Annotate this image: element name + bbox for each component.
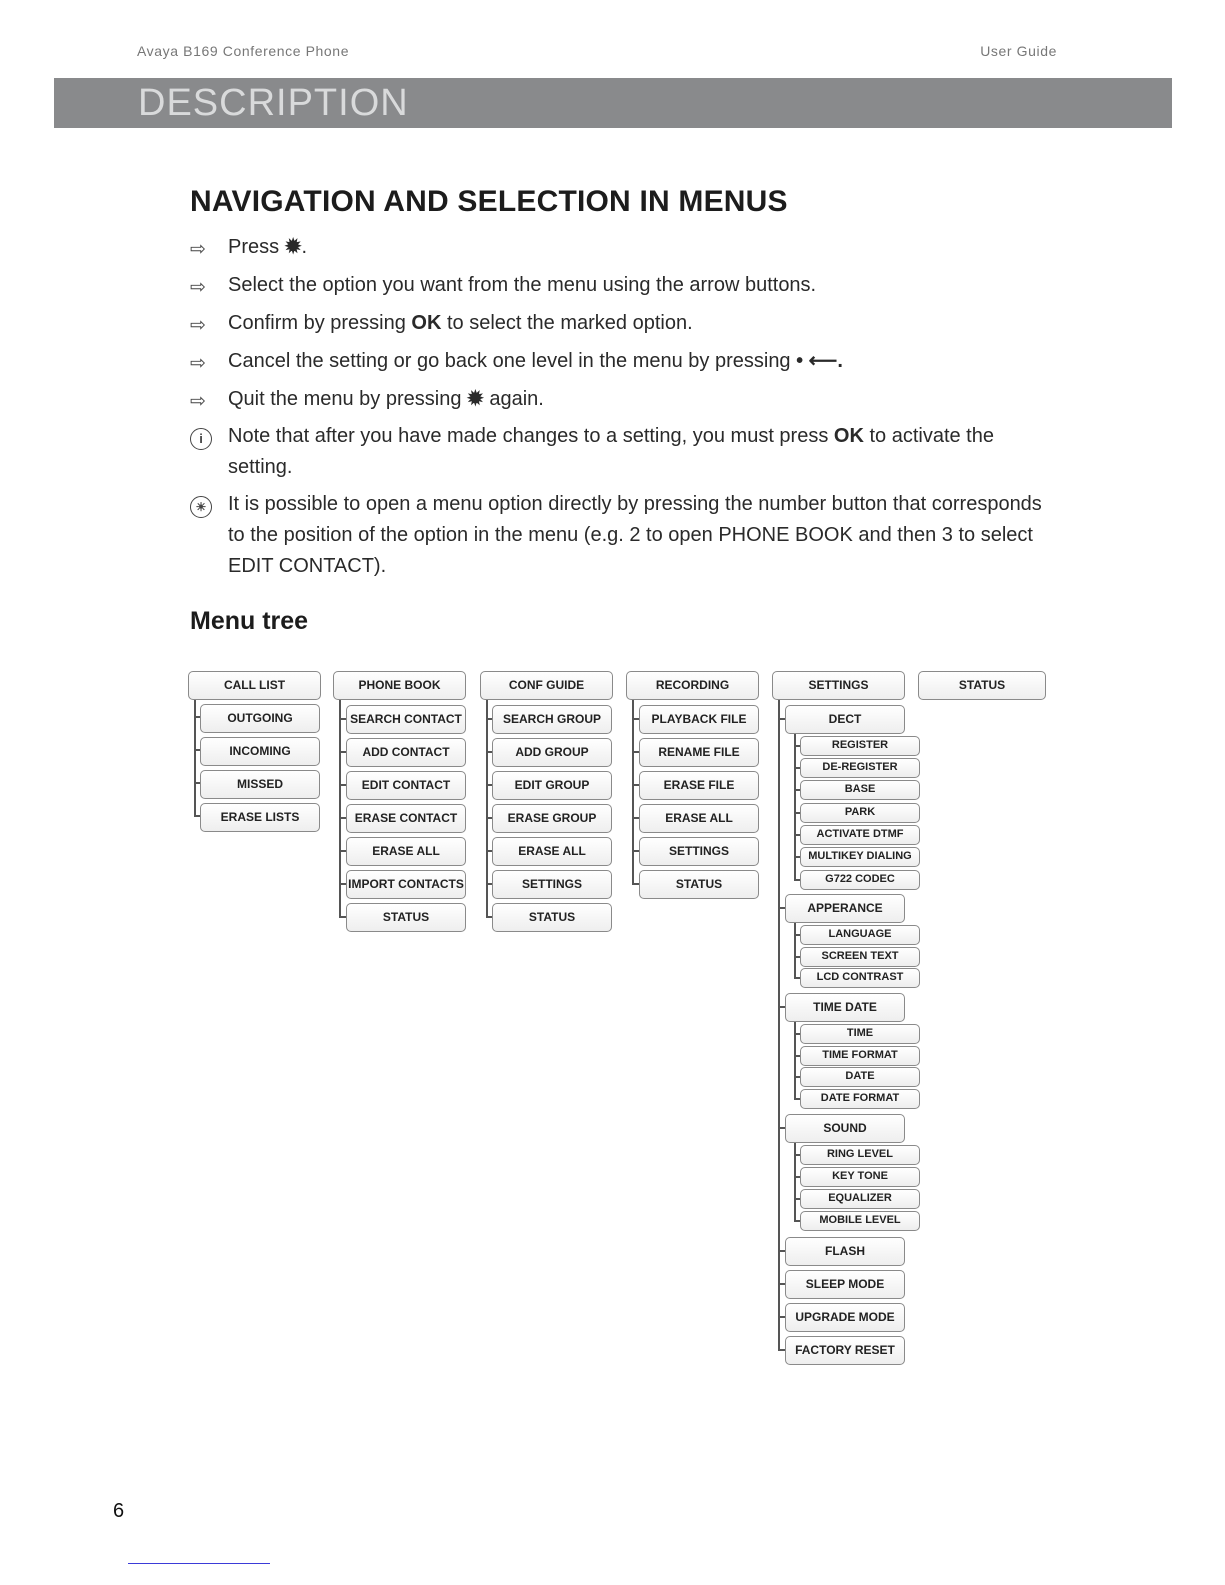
menu-item: TIME	[800, 1024, 920, 1044]
menu-sound: SOUND	[785, 1114, 905, 1143]
menu-call-list: CALL LIST	[188, 671, 321, 700]
menu-item: SETTINGS	[492, 870, 612, 899]
menu-item: ERASE LISTS	[200, 803, 320, 832]
hollow-right-arrow-icon: ⇨	[190, 353, 206, 374]
menu-item: SEARCH GROUP	[492, 705, 612, 734]
menu-item: RENAME FILE	[639, 738, 759, 767]
menu-item: SEARCH CONTACT	[346, 705, 466, 734]
menu-time-date: TIME DATE	[785, 993, 905, 1022]
page-heading: NAVIGATION AND SELECTION IN MENUS	[190, 185, 788, 218]
menu-item: IMPORT CONTACTS	[346, 870, 466, 899]
menu-item: EQUALIZER	[800, 1189, 920, 1209]
page-number: 6	[113, 1500, 125, 1522]
menu-item: STATUS	[346, 903, 466, 932]
menu-tree-heading: Menu tree	[190, 607, 309, 635]
running-header-right: User Guide	[980, 43, 1057, 59]
menu-item: ERASE GROUP	[492, 804, 612, 833]
footer-rule	[128, 1563, 270, 1564]
menu-item: EDIT GROUP	[492, 771, 612, 800]
menu-status: STATUS	[918, 671, 1046, 700]
menu-item: G722 CODEC	[800, 870, 920, 890]
menu-dect: DECT	[785, 705, 905, 734]
hollow-right-arrow-icon: ⇨	[190, 239, 206, 260]
menu-item: ERASE ALL	[346, 837, 466, 866]
menu-item: OUTGOING	[200, 704, 320, 733]
menu-item: EDIT CONTACT	[346, 771, 466, 800]
menu-item: KEY TONE	[800, 1167, 920, 1187]
section-title: DESCRIPTION	[138, 82, 409, 124]
menu-item: ACTIVATE DTMF	[800, 825, 920, 845]
back-arrow-icon: • ⟵.	[796, 350, 843, 372]
menu-recording: RECORDING	[626, 671, 759, 700]
menu-item: LCD CONTRAST	[800, 968, 920, 988]
menu-item: DATE	[800, 1067, 920, 1087]
running-header-left: Avaya B169 Conference Phone	[137, 43, 350, 59]
menu-item: ERASE FILE	[639, 771, 759, 800]
menu-item: ADD CONTACT	[346, 738, 466, 767]
menu-upgrade-mode: UPGRADE MODE	[785, 1303, 905, 1332]
section-band	[54, 78, 1172, 128]
lightbulb-icon: ☀	[190, 496, 212, 518]
menu-settings: SETTINGS	[772, 671, 905, 700]
hollow-right-arrow-icon: ⇨	[190, 391, 206, 412]
gear-menu-icon: ✹	[467, 388, 484, 410]
menu-item: STATUS	[492, 903, 612, 932]
menu-factory-reset: FACTORY RESET	[785, 1336, 905, 1365]
menu-item: MISSED	[200, 770, 320, 799]
menu-item: TIME FORMAT	[800, 1046, 920, 1066]
menu-item: BASE	[800, 780, 920, 800]
menu-phone-book: PHONE BOOK	[333, 671, 466, 700]
menu-item: ERASE ALL	[492, 837, 612, 866]
menu-item: LANGUAGE	[800, 925, 920, 945]
menu-item: REGISTER	[800, 736, 920, 756]
menu-item: DATE FORMAT	[800, 1089, 920, 1109]
menu-apperance: APPERANCE	[785, 894, 905, 923]
menu-item: ERASE ALL	[639, 804, 759, 833]
menu-item: DE-REGISTER	[800, 758, 920, 778]
menu-item: PLAYBACK FILE	[639, 705, 759, 734]
info-icon: i	[190, 428, 212, 450]
menu-item: ERASE CONTACT	[346, 804, 466, 833]
menu-item: ADD GROUP	[492, 738, 612, 767]
menu-item: STATUS	[639, 870, 759, 899]
menu-flash: FLASH	[785, 1237, 905, 1266]
menu-item: SETTINGS	[639, 837, 759, 866]
menu-item: INCOMING	[200, 737, 320, 766]
menu-item: RING LEVEL	[800, 1145, 920, 1165]
hollow-right-arrow-icon: ⇨	[190, 277, 206, 298]
menu-item: SCREEN TEXT	[800, 947, 920, 967]
menu-item: MOBILE LEVEL	[800, 1211, 920, 1231]
menu-item: PARK	[800, 803, 920, 823]
menu-item: MULTIKEY DIALING	[800, 847, 920, 867]
hollow-right-arrow-icon: ⇨	[190, 315, 206, 336]
menu-conf-guide: CONF GUIDE	[480, 671, 613, 700]
menu-sleep-mode: SLEEP MODE	[785, 1270, 905, 1299]
gear-menu-icon: ✹	[284, 236, 302, 258]
